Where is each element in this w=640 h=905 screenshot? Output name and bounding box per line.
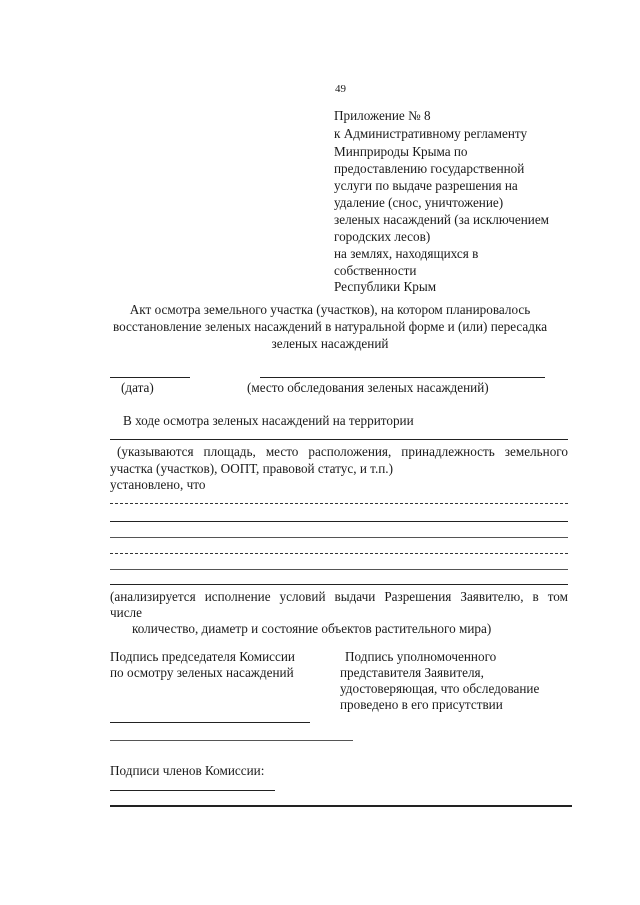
date-label: (дата) (121, 380, 154, 395)
representative-signature-label: Подпись уполномоченного (345, 649, 497, 664)
appendix-line: городских лесов) (334, 229, 431, 244)
analysis-note-line: (анализируется исполнение условий выдачи Разрешения Заявителю, в том (110, 589, 568, 604)
appendix-line: услуги по выдаче разрешения на (334, 178, 518, 193)
territory-note-line: (указываются площадь, место расположения, принадлежность земельного (117, 444, 568, 459)
member-signature-line (110, 805, 572, 807)
territory-underline (110, 439, 568, 440)
appendix-line: предоставлению государственной (334, 161, 525, 176)
inspection-intro: В ходе осмотра зеленых насаждений на территории (123, 413, 414, 428)
analysis-note-line: числе (110, 605, 142, 620)
appendix-line: Минприроды Крыма по (334, 144, 468, 159)
appendix-line: Приложение № 8 (334, 108, 431, 123)
fill-line (110, 553, 568, 554)
title-line: зеленых насаждений (271, 336, 389, 351)
date-underline (110, 377, 190, 378)
appendix-line: собственности (334, 263, 417, 278)
appendix-line: зеленых насаждений (за исключением (334, 212, 550, 227)
fill-line (110, 584, 568, 585)
representative-signature-label: проведено в его присутствии (340, 697, 503, 712)
chairman-signature-line (110, 722, 310, 723)
representative-signature-label: удостоверяющая, что обследование (340, 681, 540, 696)
signature-line (110, 740, 353, 741)
chairman-signature-label: Подпись председателя Комиссии (110, 649, 295, 664)
established-text: установлено, что (110, 477, 206, 492)
title-line: восстановление зеленых насаждений в натуральной форме и (или) пересадка (112, 319, 548, 334)
member-signature-line (110, 790, 275, 791)
appendix-line: Республики Крым (334, 279, 437, 294)
fill-line (110, 521, 568, 522)
appendix-line: на землях, находящихся в (334, 246, 479, 261)
fill-line (110, 537, 568, 538)
chairman-signature-label: по осмотру зеленых насаждений (110, 665, 294, 680)
appendix-line: к Административному регламенту (334, 126, 528, 141)
place-underline (260, 377, 545, 378)
representative-signature-label: представителя Заявителя, (340, 665, 484, 680)
place-label: (место обследования зеленых насаждений) (247, 380, 489, 395)
page-number: 49 (335, 83, 346, 95)
fill-line (110, 503, 568, 504)
fill-line (110, 569, 568, 570)
members-signature-label: Подписи членов Комиссии: (110, 763, 265, 778)
appendix-line: удаление (снос, уничтожение) (334, 195, 504, 210)
title-line: Акт осмотра земельного участка (участков), на котором планировалось (129, 302, 531, 317)
territory-note-line: участка (участков), ООПТ, правовой статус, и т.п.) (110, 461, 393, 476)
analysis-note-line: количество, диаметр и состояние объектов растительного мира) (132, 621, 492, 636)
